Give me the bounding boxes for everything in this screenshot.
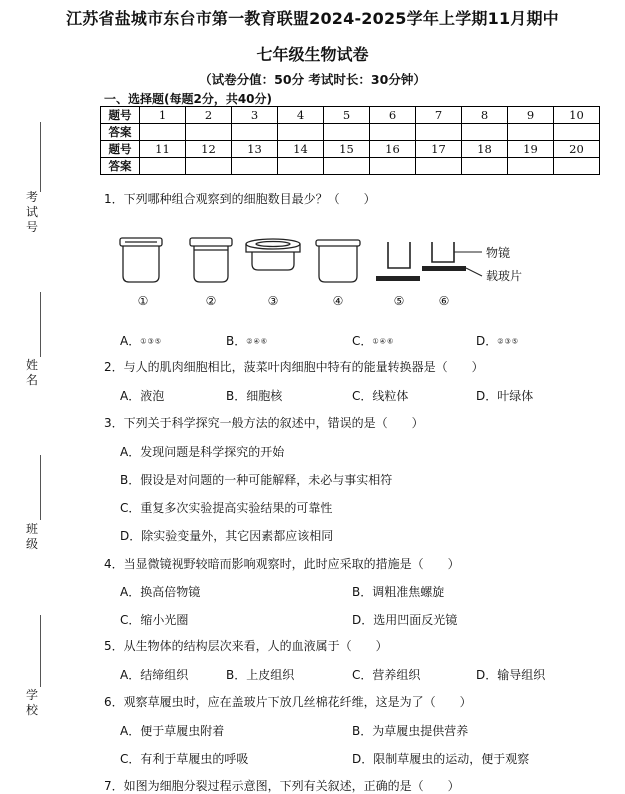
question-number-cell: 7 [416, 107, 462, 124]
side-label-school: 学 校 [25, 688, 38, 717]
option-c[interactable]: C．缩小光圈 [120, 613, 189, 627]
option-d[interactable]: D．限制草履虫的运动，便于观察 [352, 752, 530, 766]
option-d[interactable]: D．输导组织 [476, 668, 546, 682]
table-row [101, 107, 600, 124]
option-letter: D． [476, 334, 498, 348]
answer-cell[interactable] [370, 124, 416, 141]
option-b[interactable]: B．上皮组织 [226, 668, 295, 682]
answer-cell[interactable] [186, 124, 232, 141]
objective-label: 物镜 [486, 246, 511, 260]
answer-cell[interactable] [232, 124, 278, 141]
microscope-lens-figure [110, 232, 540, 314]
question-number-cell: 15 [324, 141, 370, 158]
figure-label: ⑥ [438, 294, 450, 308]
side-label-class: 班 级 [25, 522, 38, 551]
eyepiece-4-icon [316, 240, 360, 282]
eyepiece-2-icon [190, 238, 232, 282]
question-4-stem: 4．当显微镜视野较暗而影响观察时，此时应采取的措施是（ ） [104, 557, 460, 571]
question-number-header: 题号 [101, 141, 140, 158]
question-number-cell: 1 [140, 107, 186, 124]
option-d[interactable]: D．除实验变量外，其它因素都应该相同 [120, 529, 334, 543]
option-letter: A． [120, 334, 141, 348]
question-number-cell: 2 [186, 107, 232, 124]
answer-header: 答案 [101, 124, 140, 141]
option-d[interactable]: D．叶绿体 [476, 389, 534, 403]
question-number-cell: 16 [370, 141, 416, 158]
answer-cell[interactable] [508, 124, 554, 141]
table-row [101, 124, 600, 141]
answer-cell[interactable] [370, 158, 416, 175]
question-number-cell: 18 [462, 141, 508, 158]
answer-cell[interactable] [232, 158, 278, 175]
question-3-stem: 3．下列关于科学探究一般方法的叙述中，错误的是（ ） [104, 416, 424, 430]
option-value: ②④⑥ [246, 337, 269, 346]
table-row [101, 141, 600, 158]
option-a[interactable]: A．液泡 [120, 389, 165, 403]
question-number-cell: 14 [278, 141, 324, 158]
figure-label: ⑤ [393, 294, 405, 308]
question-7-stem: 7．如图为细胞分裂过程示意图，下列有关叙述，正确的是（ ） [104, 779, 460, 793]
option-letter: B． [226, 334, 247, 348]
question-number-cell: 11 [140, 141, 186, 158]
option-a[interactable] [120, 332, 162, 349]
figure-label: ③ [267, 294, 279, 308]
option-c[interactable] [352, 332, 394, 349]
question-number-cell: 17 [416, 141, 462, 158]
question-number-cell: 20 [554, 141, 600, 158]
answer-cell[interactable] [324, 124, 370, 141]
answer-cell[interactable] [416, 124, 462, 141]
section-title: 一、选择题(每题2分，共40分) [104, 92, 273, 106]
option-c[interactable]: C．营养组织 [352, 668, 421, 682]
answer-cell[interactable] [508, 158, 554, 175]
option-b[interactable]: B．调粗准焦螺旋 [352, 585, 445, 599]
binding-line [40, 292, 41, 357]
option-c[interactable]: C．重复多次实验提高实验结果的可靠性 [120, 501, 333, 515]
answer-cell[interactable] [186, 158, 232, 175]
answer-cell[interactable] [416, 158, 462, 175]
answer-header: 答案 [101, 158, 140, 175]
objective-5-icon [376, 242, 420, 281]
exam-subtitle: 七年级生物试卷 [256, 45, 369, 64]
question-number-cell: 4 [278, 107, 324, 124]
slide-label: 载玻片 [486, 269, 523, 283]
option-a[interactable]: A．结缔组织 [120, 668, 189, 682]
side-label-name: 姓 名 [25, 358, 38, 387]
binding-line [40, 122, 41, 192]
option-b[interactable]: B．假设是对问题的一种可能解释，未必与事实相符 [120, 473, 393, 487]
answer-cell[interactable] [278, 158, 324, 175]
answer-cell[interactable] [554, 158, 600, 175]
option-b[interactable]: B．为草履虫提供营养 [352, 724, 469, 738]
option-a[interactable]: A．发现问题是科学探究的开始 [120, 445, 285, 459]
table-row [101, 158, 600, 175]
answer-cell[interactable] [554, 124, 600, 141]
binding-line [40, 455, 41, 520]
question-number-cell: 13 [232, 141, 278, 158]
option-b[interactable] [226, 332, 268, 349]
option-a[interactable]: A．换高倍物镜 [120, 585, 201, 599]
option-letter: C． [352, 334, 373, 348]
figure-label: ② [205, 294, 217, 308]
option-value: ①③⑤ [140, 337, 163, 346]
option-c[interactable]: C．有利于草履虫的呼吸 [120, 752, 249, 766]
question-number-cell: 6 [370, 107, 416, 124]
question-number-cell: 10 [554, 107, 600, 124]
question-2-stem: 2．与人的肌肉细胞相比，菠菜叶肉细胞中特有的能量转换器是（ ） [104, 360, 484, 374]
option-d[interactable] [476, 332, 519, 349]
answer-cell[interactable] [462, 158, 508, 175]
answer-cell[interactable] [140, 158, 186, 175]
figure-label: ④ [332, 294, 344, 308]
answer-table [100, 106, 600, 175]
objective-6-icon [422, 242, 482, 276]
question-number-cell: 5 [324, 107, 370, 124]
option-b[interactable]: B．细胞核 [226, 389, 283, 403]
answer-cell[interactable] [324, 158, 370, 175]
question-number-cell: 8 [462, 107, 508, 124]
question-number-cell: 12 [186, 141, 232, 158]
option-a[interactable]: A．便于草履虫附着 [120, 724, 225, 738]
question-6-stem: 6．观察草履虫时，应在盖玻片下放几丝棉花纤维，这是为了（ ） [104, 695, 472, 709]
answer-cell[interactable] [278, 124, 324, 141]
side-label-exam-no: 考 试 号 [25, 190, 38, 234]
option-value: ①④⑥ [372, 337, 395, 346]
figure-label: ① [137, 294, 149, 308]
answer-cell[interactable] [140, 124, 186, 141]
option-value: ②③⑤ [497, 337, 520, 346]
exam-title: 江苏省盐城市东台市第一教育联盟2024-2025学年上学期11月期中 [66, 9, 559, 28]
option-d[interactable]: D．选用凹面反光镜 [352, 613, 458, 627]
answer-cell[interactable] [462, 124, 508, 141]
question-5-stem: 5．从生物体的结构层次来看，人的血液属于（ ） [104, 639, 388, 653]
question-1-stem: 1．下列哪种组合观察到的细胞数目最少？（ ） [104, 192, 376, 206]
binding-line [40, 615, 41, 687]
exam-info: （试卷分值：50分 考试时长：30分钟） [199, 72, 426, 87]
question-number-header: 题号 [101, 107, 140, 124]
question-number-cell: 9 [508, 107, 554, 124]
eyepiece-3-icon [246, 239, 300, 270]
option-c[interactable]: C．线粒体 [352, 389, 409, 403]
eyepiece-1-icon [120, 238, 162, 282]
question-number-cell: 3 [232, 107, 278, 124]
question-number-cell: 19 [508, 141, 554, 158]
